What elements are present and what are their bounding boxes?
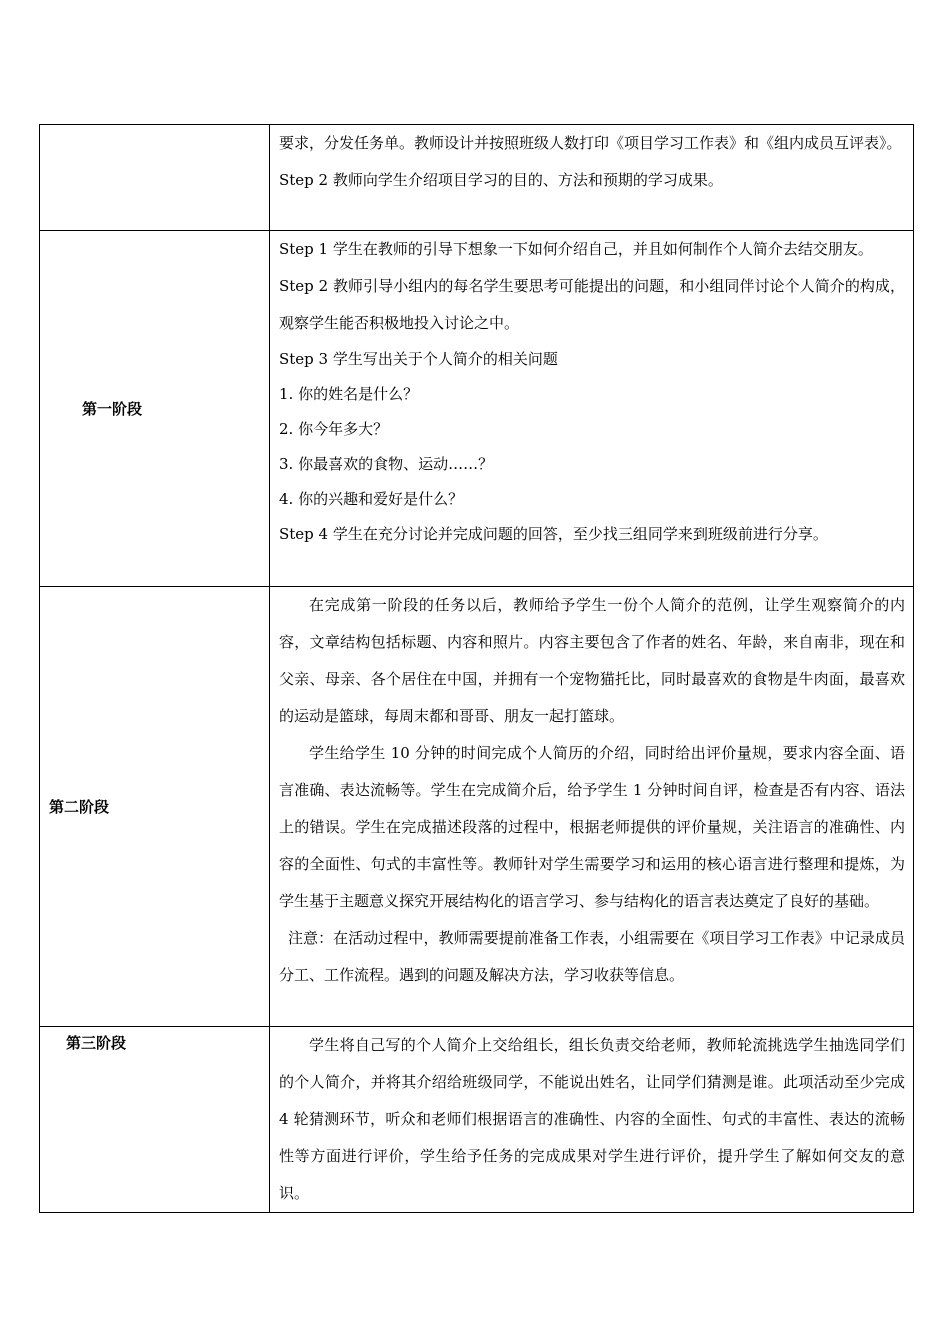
stage-label-cell [40, 125, 270, 231]
note-paragraph: 注意：在活动过程中，教师需要提前准备工作表，小组需要在《项目学习工作表》中记录成员分工、工作流程。遇到的问题及解决方法，学习收获等信息。 [279, 929, 905, 984]
table-row [40, 587, 914, 1027]
stage-label-cell [40, 231, 270, 587]
step-4-paragraph: Step 4 学生在充分讨论并完成问题的回答，至少找三组同学来到班级前进行分享。 [279, 525, 828, 543]
stage-label-phase-2: 第二阶段 [49, 797, 110, 816]
step-2-paragraph: Step 2 教师引导小组内的每名学生要思考可能提出的问题，和小组同伴讨论个人简介的构成，观察学生能否积极地投入讨论之中。 [279, 277, 905, 332]
paragraph: Step 2 教师向学生介绍项目学习的目的、方法和预期的学习成果。 [279, 171, 723, 189]
table-row [40, 231, 914, 587]
content-cell [270, 587, 914, 1027]
question-2: 2. 你今年多大？ [279, 420, 389, 438]
question-4: 4. 你的兴趣和爱好是什么？ [279, 490, 464, 508]
table-row [40, 125, 914, 231]
question-3: 3. 你最喜欢的食物、运动……？ [279, 455, 494, 473]
table-row [40, 1027, 914, 1213]
content-cell [270, 125, 914, 231]
paragraph: 要求，分发任务单。教师设计并按照班级人数打印《项目学习工作表》和《组内成员互评表》。 [279, 134, 902, 152]
stage-label-cell [40, 1027, 270, 1213]
step-3-paragraph: Step 3 学生写出关于个人简介的相关问题 [279, 350, 558, 368]
question-1: 1. 你的姓名是什么？ [279, 385, 419, 403]
content-cell [270, 231, 914, 587]
step-1-paragraph: Step 1 学生在教师的引导下想象一下如何介绍自己，并且如何制作个人简介去结交朋友。 [279, 240, 873, 258]
stage-label-phase-3: 第三阶段 [66, 1034, 127, 1052]
content-cell [270, 1027, 914, 1213]
stage-label-phase-1: 第一阶段 [82, 399, 143, 418]
stage-label-cell [40, 587, 270, 1027]
paragraph: 在完成第一阶段的任务以后，教师给予学生一份个人简介的范例，让学生观察简介的内容，文章结构包括标题、内容和照片。内容主要包含了作者的姓名、年龄，来自南非，现在和父亲、母亲、各个居住在中国，并拥有一个宠物猫托比，同时最喜欢的食物是牛肉面，最喜欢的运动是篮球，每周末都和哥哥、朋友一起打篮球。 [279, 596, 905, 725]
activity-table [39, 124, 914, 1213]
paragraph: 学生将自己写的个人简介上交给组长，组长负责交给老师，教师轮流挑选学生抽选同学们的个人简介，并将其介绍给班级同学，不能说出姓名，让同学们猜测是谁。此项活动至少完成 4 轮猜测环节，听众和老师们根据语言的准确性、内容的全面性、句式的丰富性、表达的流畅性等方面进行评价，学生给予任务的完成成果对学生进行评价，提升学生了解如何交友的意识。 [279, 1036, 905, 1202]
paragraph: 学生给学生 10 分钟的时间完成个人简历的介绍，同时给出评价量规，要求内容全面、语言准确、表达流畅等。学生在完成简介后，给予学生 1 分钟时间自评，检查是否有内容、语法上的错误。学生在完成描述段落的过程中，根据老师提供的评价量规，关注语言的准确性、内容的全面性、句式的丰富性等。教师针对学生需要学习和运用的核心语言进行整理和提炼，为学生基于主题意义探究开展结构化的语言学习、参与结构化的语言表达奠定了良好的基础。 [279, 744, 905, 910]
